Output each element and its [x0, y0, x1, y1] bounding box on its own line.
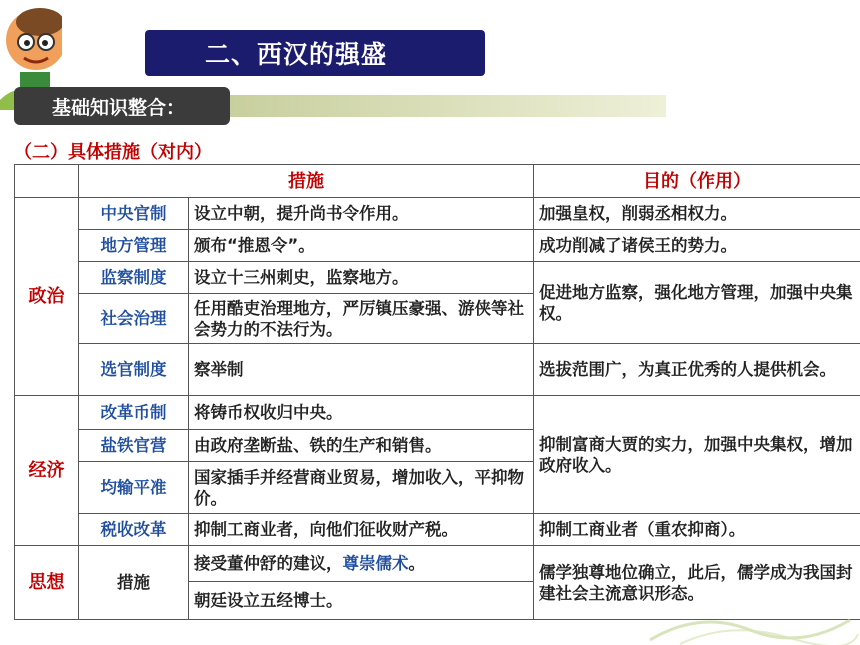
sub-label: 监察制度: [79, 262, 189, 294]
measure-cell: 任用酷吏治理地方，严厉镇压豪强、游侠等社会势力的不法行为。: [189, 294, 534, 344]
header-purpose: 目的（作用）: [534, 165, 860, 198]
highlight-text: 尊崇儒术: [342, 554, 409, 573]
measure-cell: 设立中朝，提升尚书令作用。: [189, 198, 534, 230]
table-row: [15, 514, 860, 546]
measure-cell: 抑制工商业者，向他们征收财产税。: [189, 514, 534, 546]
sub-label: 地方管理: [79, 230, 189, 262]
purpose-cell: 抑制工商业者（重农抑商）。: [534, 514, 860, 546]
sub-label: 改革币制: [79, 396, 189, 430]
purpose-cell: 促进地方监察，强化地方管理，加强中央集权。: [534, 262, 860, 344]
section-divider: [230, 95, 666, 117]
table-row: [15, 546, 860, 582]
purpose-cell: 加强皇权，削弱丞相权力。: [534, 198, 860, 230]
measures-table: [14, 164, 860, 620]
header-cell: [15, 165, 79, 198]
measure-text: 接受董仲舒的建议，: [194, 554, 343, 573]
category-economy: 经济: [15, 396, 79, 546]
table-row: [15, 262, 860, 294]
table-row: [15, 198, 860, 230]
header-measures: 措施: [79, 165, 534, 198]
measure-cell: 将铸币权收归中央。: [189, 396, 534, 430]
measure-cell: [189, 546, 534, 582]
sub-label: 措施: [79, 546, 189, 620]
subheading: （二）具体措施（对内）: [14, 142, 212, 163]
purpose-cell: 抑制富商大贾的实力，加强中央集权，增加政府收入。: [534, 396, 860, 514]
sub-label: 选官制度: [79, 344, 189, 396]
table-header-row: [15, 165, 860, 198]
table-row: [15, 396, 860, 430]
purpose-cell: 儒学独尊地位确立，此后，儒学成为我国封建社会主流意识形态。: [534, 546, 860, 620]
purpose-cell: 选拔范围广，为真正优秀的人提供机会。: [534, 344, 860, 396]
sub-label: 中央官制: [79, 198, 189, 230]
measure-cell: 颁布“推恩令”。: [189, 230, 534, 262]
section-label: 基础知识整合：: [14, 87, 230, 125]
category-thought: 思想: [15, 546, 79, 620]
sub-label: 盐铁官营: [79, 430, 189, 462]
measure-cell: 察举制: [189, 344, 534, 396]
measure-cell: 国家插手并经营商业贸易，增加收入，平抑物价。: [189, 462, 534, 514]
measure-cell: 设立十三州刺史，监察地方。: [189, 262, 534, 294]
measure-cell: 由政府垄断盐、铁的生产和销售。: [189, 430, 534, 462]
sub-label: 社会治理: [79, 294, 189, 344]
sub-label: 均输平准: [79, 462, 189, 514]
measure-cell: 朝廷设立五经博士。: [189, 582, 534, 620]
purpose-cell: 成功削减了诸侯王的势力。: [534, 230, 860, 262]
table-row: [15, 344, 860, 396]
page-title: 二、西汉的强盛: [145, 30, 485, 76]
sub-label: 税收改革: [79, 514, 189, 546]
category-politics: 政治: [15, 198, 79, 396]
table-row: [15, 230, 860, 262]
measure-text: 。: [408, 554, 425, 573]
